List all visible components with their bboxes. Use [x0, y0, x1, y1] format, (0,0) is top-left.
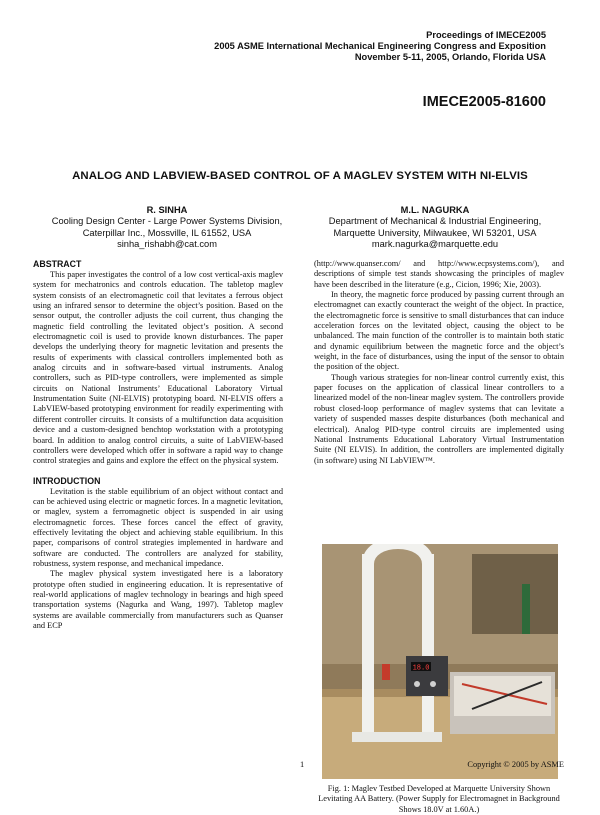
author-name: R. SINHA [146, 205, 188, 215]
copyright-notice: Copyright © 2005 by ASME [467, 760, 564, 769]
author-block-1 [32, 205, 302, 251]
page-number: 1 [300, 760, 305, 769]
author-email: mark.nagurka@marquette.edu [371, 239, 499, 250]
testbed-photo-illustration [322, 544, 558, 779]
power-supply-display: 18.0 [412, 664, 430, 673]
introduction-heading: INTRODUCTION [33, 475, 101, 486]
figure-caption: Fig. 1: Maglev Testbed Developed at Marquette University Shown Levitating AA Battery. (Power Supply for Electromagnet in Background Shows 18.0V at 1.60A.) [318, 784, 560, 814]
header-line-1: Proceedings of IMECE2005 [426, 30, 546, 40]
right-paragraph-2: In theory, the magnetic force produced by passing current through an electromagnet can exactly counteract the weight of the object. In practice, the electromagnetic force is sensitive to small disturbances that can induce acceleration forces on the levitated object, causing the object to be unbalanced. The main function of the controller is to maintain both static and dynamic equilibrium between the magnetic force and the object’s weight, in the face of disturbances, using the input of the sensor to obtain the position of the object. [314, 290, 564, 372]
abstract-heading: ABSTRACT [33, 259, 82, 269]
proceedings-header [214, 30, 546, 64]
author-name: M.L. NAGURKA [400, 205, 470, 215]
author-address: Caterpillar Inc., Mossville, IL 61552, USA [82, 227, 252, 238]
maglev-testbed-photo [322, 544, 558, 779]
header-line-3: November 5-11, 2005, Orlando, Florida USA [354, 52, 546, 63]
left-column [33, 259, 283, 631]
abstract-text: This paper investigates the control of a low cost vertical-axis maglev system for mechatronics and controls education. The tabletop maglev system consists of an electromagnetic coil that levitates a ferrous object using an infrared sensor to determine the object’s position. Based on the sensor output, the controller adjusts the coil current, thus changing the magnetic field controlling the levitated object’s position. A second electromagnetic coil is used to provide known disturbances. The paper develops the underlying theory for magnetic levitation and presents the results of experiments with classical controllers implemented both as analog circuits and in software-based virtual instruments. Analog controllers, such as PID-type controllers, were implemented as simple circuits on National Instruments’ Educational Laboratory Virtual Instrumentation Suite (NI-ELVIS) prototyping board. NI-ELVIS offers a LabVIEW-based prototyping environment for readily experimenting with different controller circuits. It consists of a multifunction data acquisition device and a custom-designed benchtop workstation with a prototyping board. In addition to analog control circuits, a suite of LabVIEW-based controllers were developed which offer in software a rapid way to change control strategies and gains and explore the effect on the physical system. [33, 270, 283, 466]
intro-paragraph-2: The maglev physical system investigated here is a laboratory prototype often studied in engineering education. It is representative of real-world applications of maglev technology in bearings and high speed transportation systems (Nagurka and Wang, 1997). Tabletop maglev systems are available commercially from manufacturers such as Quanser and ECP [33, 569, 283, 630]
paper-title: ANALOG AND LABVIEW-BASED CONTROL OF A MAGLEV SYSTEM WITH NI-ELVIS [72, 170, 528, 182]
intro-paragraph-1: Levitation is the stable equilibrium of an object without contact and can be achieved using electric or magnetic forces. In a magnetic levitation, or maglev, system a ferromagnetic object is suspended in air using electromagnetic forces. These forces cancel the effect of gravity, effectively levitating the object and achieving stable equilibrium. In this paper, comparisons of control strategies implemented in hardware and software are conducted. The controllers are analyzed for stability, robustness, system response, and mechanical impedance. [33, 486, 283, 568]
author-email: sinha_rishabh@cat.com [117, 239, 217, 250]
right-paragraph-3: Though various strategies for non-linear control currently exist, this paper focuses on the application of classical linear controllers to a linearized model of the non-linear maglev system. The controllers provide robust closed-loop performance of maglev systems that can levitate a variety of suspended masses despite disturbances (both mechanical and electrical). Analog PID-type control circuits are implemented using National Instruments Educational Laboratory Virtual Instrumentation Suite (NI ELVIS). In addition, the controllers are implemented digitally (in software) using NI LabVIEW™. [314, 372, 564, 465]
header-line-2: 2005 ASME International Mechanical Engineering Congress and Exposition [214, 41, 546, 52]
author-affiliation: Cooling Design Center - Large Power Systems Division, [51, 216, 283, 227]
paper-id: IMECE2005-81600 [422, 94, 546, 110]
author-affiliation: Department of Mechanical & Industrial Engineering, [328, 216, 542, 227]
author-block-2 [300, 205, 570, 251]
author-address: Marquette University, Milwaukee, WI 53201, USA [333, 227, 537, 238]
right-paragraph-1: (http://www.quanser.com/ and http://www.ecpsystems.com/), and descriptions of simple test stands showcasing the principles of maglev have been described in the literature (e.g., Cicion, 1996; Xie, 2003). [314, 259, 564, 289]
right-column [314, 259, 564, 466]
